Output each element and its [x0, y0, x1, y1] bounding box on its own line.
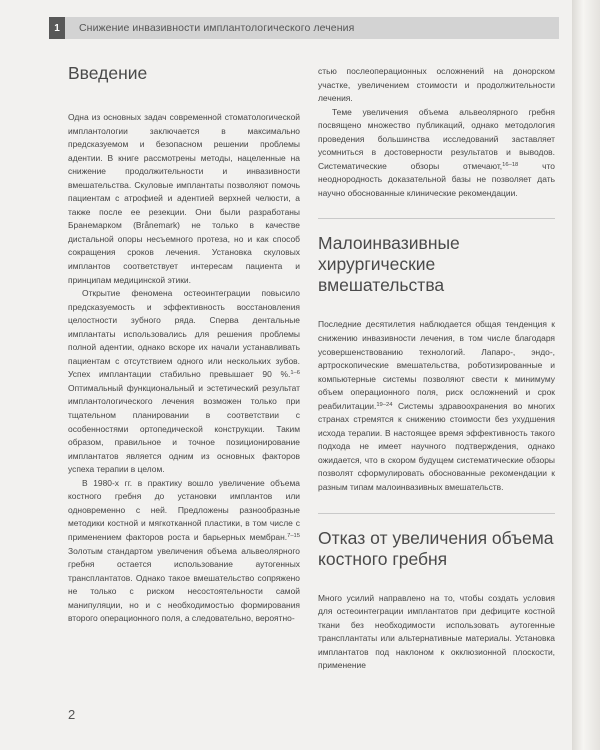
- citation-19-24: 19–24: [376, 401, 393, 408]
- paragraph-4-text-after: что неоднородность доказательной базы не позволяет дать научно обоснованные клинические рекомендации.: [318, 160, 555, 198]
- paragraph-2: [68, 287, 300, 477]
- paragraph-5-text-after: Системы здравоохранения во многих странах стремятся к снижению стоимости без ухудшения исхода терапии. В настоящее время эффективность такого подхода не имеет научного подтверждения, однако ожидается, что в скором будущем систематические обзоры позволят сформулировать обоснованные рекомендации к разным типам малоинвазивных вмешательств.: [318, 400, 555, 493]
- paragraph-4-text: Теме увеличения объема альвеолярного гребня посвящено множество публикаций, однако методология проведения большинства исследований заставляет усомниться в достоверности результатов и выводов. Систематические обзоры отмечают,: [318, 106, 555, 171]
- paragraph-continuation: стью послеоперационных осложнений на донорском участке, увеличением стоимости и продолжительности лечения.: [318, 66, 555, 104]
- page-edge-shadow: [572, 0, 600, 750]
- paragraph-5-text: Последние десятилетия наблюдается общая тенденция к снижению инвазивности лечения, в том числе благодаря усовершенствованию технологий. Лапаро-, эндо-, артроскопические вмешательства, роботизированные и компьютерные системы позволяют свести к минимуму объем операционного поля, риск осложнений и срок реабилитации.: [318, 319, 555, 411]
- paragraph-6: Много усилий направлено на то, чтобы создать условия для остеоинтеграции имплантатов при дефиците костной ткани без необходимости использовать аутогенные трансплантаты или альтернативные материалы. Установка имплантатов под наклоном к окклюзионной плоскости, применение: [318, 592, 555, 671]
- paragraph-4: [318, 106, 555, 201]
- paragraph-2-text-after: Оптимальный функциональный и эстетический результат имплантологического лечения возможен только при тщательном планировании в соответствии с особенностями ортопедической конструкции. Таким образом, правильное и точное позиционирование имплантатов является одним из основных факторов успеха терапии в целом.: [68, 382, 300, 475]
- paragraph-3-text-after: Золотым стандартом увеличения объема альвеолярного гребня остается использование аутогенных трансплантатов. Однако такое вмешательство сопряжено не только с риском несостоятельности самой манипуляции, но и с необходимостью формирования второго операционного поля, а следовательно, вероятно-: [68, 545, 300, 624]
- heading-no-augmentation: Отказ от увеличения объема костного гребня: [318, 527, 554, 569]
- paragraph-1: Одна из основных задач современной стоматологической имплантологии заключается в максимально предсказуемом и безопасном решении проблемы адентии. В книге рассмотрены методы, нацеленные на снижение продолжительности и инвазивности вмешательства. Скуловые имплантаты позволяют помочь пациентам с атрофией и адентией верхней челюсти, а также после ее резекции. Они были разработаны Бранемарком (Brånemark) не только в качестве дистальной опоры несъемного протеза, но и как способ сокращения сроков лечения. Установка скуловых имплантов соответствует интересам пациента и принципам медицинской этики.: [68, 112, 300, 285]
- citation-1-6: 1–6: [290, 370, 300, 377]
- paragraph-5: [318, 318, 555, 494]
- chapter-number-badge: 1: [49, 17, 65, 39]
- page-number: 2: [68, 707, 76, 722]
- running-title: Снижение инвазивности имплантологического лечения: [79, 22, 355, 34]
- left-column: [68, 63, 300, 626]
- heading-minimally-invasive: Малоинвазивные хирургические вмешательства: [318, 233, 460, 296]
- heading-introduction: Введение: [68, 63, 148, 83]
- paragraph-2-text: Открытие феномена остеоинтеграции повысило предсказуемость и эффективность восстановления целостности зубного ряда. Сперва дентальные имплантаты использовались для решения проблемы полной адентии, однако вскоре их начали устанавливать пациентам с отсутствием одного или нескольких зубов. Успех имплантации стабильно превышает 90 %.: [68, 288, 300, 380]
- citation-16-18: 16–18: [502, 161, 519, 168]
- paragraph-3-text: В 1980-х гг. в практику вошло увеличение объема костного гребня до установки имплантов или одновременно с ней. Предложены разнообразные методики костной и мягкотканной пластики, в том числе с применением факторов роста и барьерных мембран.: [68, 477, 300, 542]
- paragraph-3: [68, 477, 300, 626]
- running-header: [49, 17, 559, 39]
- citation-7-15: 7–15: [287, 532, 300, 539]
- right-column: [318, 65, 555, 673]
